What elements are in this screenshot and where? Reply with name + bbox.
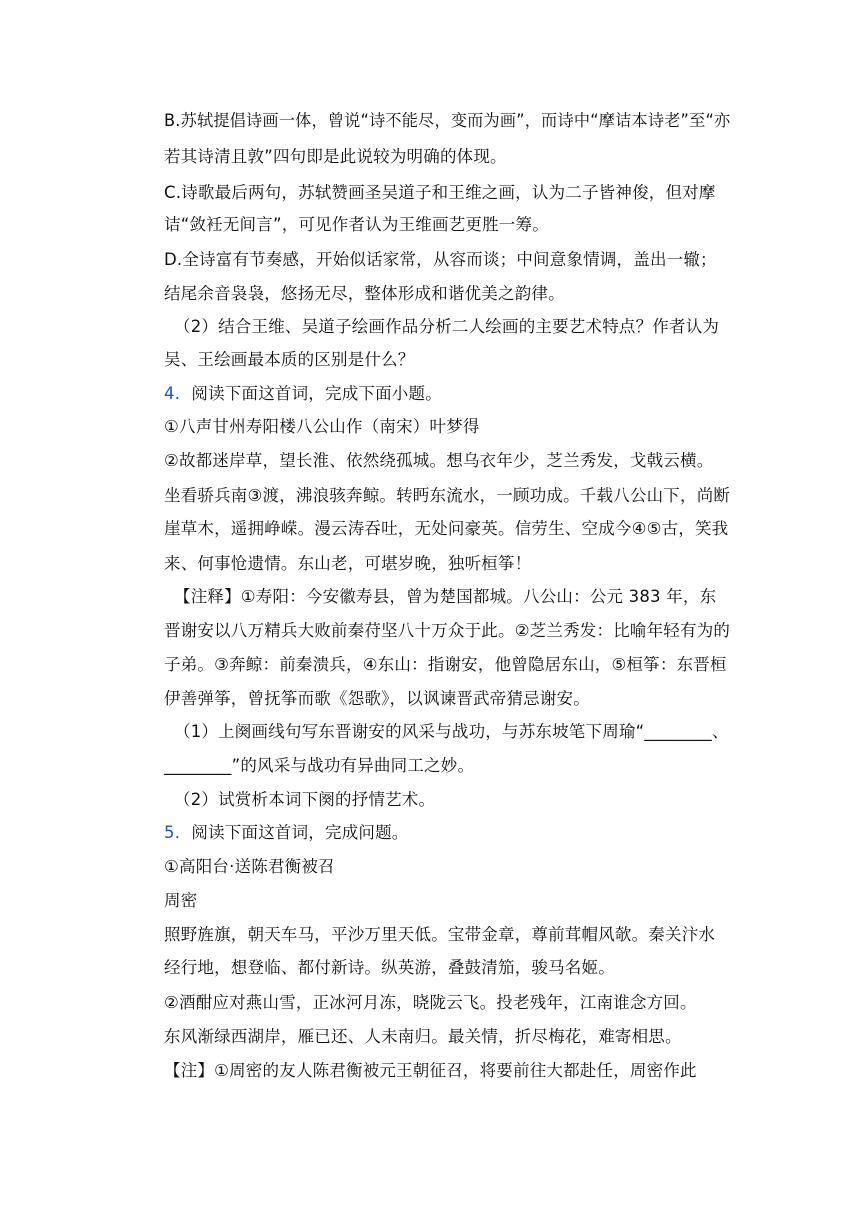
text-line: 子弟。③奔鲸：前秦溃兵，④东山：指谢安，他曾隐居东山，⑤桓筝：东晋桓 bbox=[164, 655, 727, 674]
text-line: （2）结合王维、吴道子绘画作品分析二人绘画的主要艺术特点？作者认为 bbox=[174, 317, 720, 336]
text-line: ①八声甘州寿阳楼八公山作（南宋）叶梦得 bbox=[164, 417, 480, 436]
question-text: 阅读下面这首词，完成下面小题。 bbox=[191, 384, 442, 403]
text-line: 坐看骄兵南③渡，沸浪骇奔鲸。转眄东流水，一顾功成。千载八公山下，尚断 bbox=[164, 486, 731, 505]
question-text: 阅读下面这首词，完成问题。 bbox=[191, 823, 409, 842]
text-line: （2）试赏析本词下阕的抒情艺术。 bbox=[174, 790, 436, 809]
text-line: （1）上阕画线句写东晋谢安的风采与战功，与苏东坡笔下周瑜“________、 bbox=[174, 722, 729, 741]
text-line: 【注】①周密的友人陈君衡被元王朝征召，将要前往大都赴任，周密作此 bbox=[164, 1061, 697, 1080]
text-line: 晋谢安以八万精兵大败前秦苻坚八十万众于此。②芝兰秀发：比喻年轻有为的 bbox=[164, 621, 731, 640]
text-line: ②酒酣应对燕山雪，正冰河月冻，晓陇云飞。投老残年，江南谁念方回。 bbox=[164, 993, 697, 1012]
question-number: 4． bbox=[164, 384, 192, 403]
text-line: C.诗歌最后两句，苏轼赞画圣吴道子和王维之画，认为二子皆神俊，但对摩 bbox=[164, 183, 716, 202]
question-5-heading bbox=[164, 822, 409, 844]
text-line: 吴、王绘画最本质的区别是什么？ bbox=[164, 350, 415, 369]
text-line: 崖草木，遥拥峥嵘。漫云涛吞吐，无处问豪英。信劳生、空成今④⑤古，笑我 bbox=[164, 519, 729, 538]
text-line: 【注释】①寿阳：今安徽寿县，曾为楚国都城。八公山：公元 383 年，东 bbox=[174, 587, 717, 606]
text-line: 东风渐绿西湖岸，雁已还、人未南归。最关情，折尽梅花，难寄相思。 bbox=[164, 1027, 682, 1046]
text-line: 来、何事怆遗情。东山老，可堪岁晚，独听桓筝！ bbox=[164, 554, 532, 573]
text-line: 诘“敛衽无间言”，可见作者认为王维画艺更胜一筹。 bbox=[164, 215, 549, 234]
text-line: 若其诗清且敦”四句即是此说较为明确的体现。 bbox=[164, 147, 507, 166]
question-number: 5． bbox=[164, 823, 192, 842]
text-line: 伊善弹筝，曾抚筝而歌《怨歌》，以讽谏晋武帝猜忌谢安。 bbox=[164, 689, 590, 708]
text-line: ②故都迷岸草，望长淮、依然绕孤城。想乌衣年少，芝兰秀发，戈戟云横。 bbox=[164, 451, 714, 470]
text-line: ①高阳台·送陈君衡被召 bbox=[164, 857, 335, 876]
text-line: ________”的风采与战功有异曲同工之妙。 bbox=[164, 756, 475, 775]
text-line: 周密 bbox=[164, 891, 198, 910]
text-line: 经行地，想登临、都付新诗。纵英游，叠鼓清笳，骏马名姬。 bbox=[164, 958, 615, 977]
text-line: D.全诗富有节奏感，开始似话家常，从容而谈；中间意象情调，盖出一辙； bbox=[164, 250, 717, 269]
text-line: 结尾余音袅袅，悠扬无尽，整体形成和谐优美之韵律。 bbox=[164, 284, 565, 303]
question-4-heading bbox=[164, 383, 442, 405]
text-line: B.苏轼提倡诗画一体，曾说“诗不能尽，变而为画”，而诗中“摩诘本诗老”至“亦 bbox=[164, 111, 731, 130]
text-line: 照野旌旗，朝天车马，平沙万里天低。宝带金章，尊前茸帽风欹。秦关汴水 bbox=[164, 925, 716, 944]
